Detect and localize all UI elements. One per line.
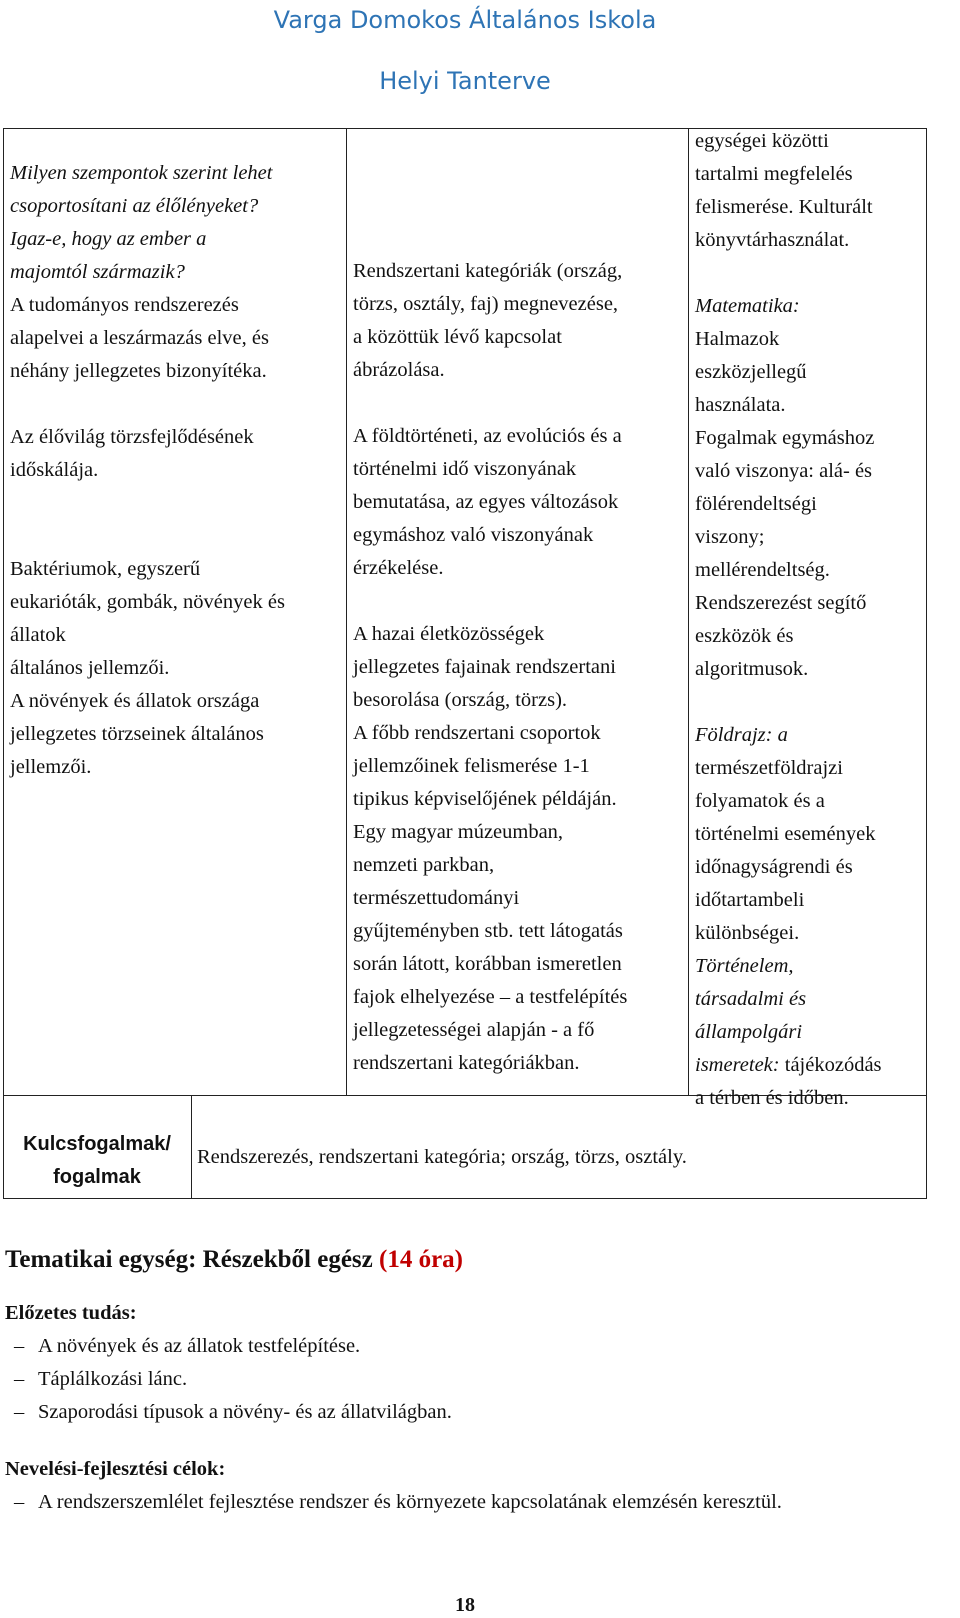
connection-line: Rendszerezést segítő xyxy=(695,592,867,614)
question-line: Milyen szempontok szerint lehet xyxy=(10,162,273,184)
key-concepts-label-line1: Kulcsfogalmak/ xyxy=(23,1133,171,1155)
skill-line: tipikus képviselőjének példáján. xyxy=(353,788,617,810)
section-title-text: Tematikai egység: Részekből egész xyxy=(5,1246,373,1273)
subject-label-history: állampolgári xyxy=(695,1021,803,1043)
connection-line: való viszonya: alá- és xyxy=(695,460,873,482)
skill-line: Rendszertani kategóriák (ország, xyxy=(353,260,623,282)
section-title xyxy=(5,1246,463,1274)
skill-line: A földtörténeti, az evolúciós és a xyxy=(353,425,622,447)
skill-line: törzs, osztály, faj) megnevezése, xyxy=(353,293,619,315)
skill-line: rendszertani kategóriákban. xyxy=(353,1052,580,1074)
content-column xyxy=(10,157,350,784)
content-line: A növények és állatok országa xyxy=(10,690,260,712)
kulcs-divider xyxy=(191,1095,192,1199)
dash-bullet: – xyxy=(14,1401,25,1423)
connection-line: Fogalmak egymáshoz xyxy=(695,427,875,449)
dash-bullet: – xyxy=(14,1335,25,1357)
connection-line: egységei közötti xyxy=(695,130,829,152)
question-line: Igaz-e, hogy az ember a xyxy=(10,228,207,250)
list-item-text: A rendszerszemlélet fejlesztése rendszer és környezete kapcsolatának elemzésén keresztül. xyxy=(38,1491,782,1513)
connection-line: természetföldrajzi xyxy=(695,757,843,779)
table-border-left xyxy=(3,128,4,1199)
goals-heading: Nevelési-fejlesztési célok: xyxy=(5,1458,226,1480)
content-line: A tudományos rendszerezés xyxy=(10,294,239,316)
subject-label-history: Történelem, xyxy=(695,955,794,977)
connections-column xyxy=(695,125,927,1115)
skill-line: fajok elhelyezése – a testfelépítés xyxy=(353,986,628,1008)
content-line: jellemzői. xyxy=(10,756,92,778)
skill-line: a közöttük lévő kapcsolat xyxy=(353,326,562,348)
content-line: időskálája. xyxy=(10,459,99,481)
skill-line: gyűjteményben stb. tett látogatás xyxy=(353,920,623,942)
skill-line: bemutatása, az egyes változások xyxy=(353,491,619,513)
list-item xyxy=(14,1491,782,1514)
school-name-header: Varga Domokos Általános Iskola xyxy=(273,6,657,34)
connection-text: tájékozódás xyxy=(779,1054,882,1076)
list-item xyxy=(14,1401,452,1424)
content-line: Az élővilág törzsfejlődésének xyxy=(10,426,254,448)
connection-line: időnagyságrendi és xyxy=(695,856,853,878)
content-line: eukarióták, gombák, növények és xyxy=(10,591,285,613)
connection-line: eszközök és xyxy=(695,625,794,647)
skill-line: Egy magyar múzeumban, xyxy=(353,821,564,843)
connection-line: használata. xyxy=(695,394,786,416)
subject-label-math: Matematika: xyxy=(695,295,800,317)
curriculum-table xyxy=(3,128,927,1199)
skill-line: során látott, korábban ismeretlen xyxy=(353,953,622,975)
table-border-bottom xyxy=(3,1198,927,1199)
connection-line: könyvtárhasználat. xyxy=(695,229,850,251)
list-item xyxy=(14,1368,187,1391)
skill-line: természettudományi xyxy=(353,887,520,909)
content-line: alapelvei a leszármazás elve, és xyxy=(10,327,269,349)
skill-line: érzékelése. xyxy=(353,557,444,579)
list-item-text: A növények és az állatok testfelépítése. xyxy=(38,1335,361,1357)
content-line: állatok xyxy=(10,624,66,646)
dash-bullet: – xyxy=(14,1368,25,1390)
list-item-text: Táplálkozási lánc. xyxy=(38,1368,188,1390)
list-item-text: Szaporodási típusok a növény- és az állatvilágban. xyxy=(38,1401,452,1423)
subject-label-history: ismeretek: xyxy=(695,1054,780,1076)
connection-line: felismerése. Kulturált xyxy=(695,196,873,218)
connection-line: viszony; xyxy=(695,526,765,548)
connection-line: történelmi események xyxy=(695,823,876,845)
connection-line: mellérendeltség. xyxy=(695,559,830,581)
question-line: majomtól származik? xyxy=(10,261,185,283)
skill-line: jellemzőinek felismerése 1-1 xyxy=(353,755,590,777)
connection-line: különbségei. xyxy=(695,922,800,944)
skill-line: jellegzetességei alapján - a fő xyxy=(353,1019,595,1041)
connection-line: algoritmusok. xyxy=(695,658,809,680)
key-concepts-label xyxy=(3,1128,191,1194)
section-hours: (14 óra) xyxy=(379,1246,464,1273)
connection-line: folyamatok és a xyxy=(695,790,825,812)
content-line: Baktériumok, egyszerű xyxy=(10,558,201,580)
content-line: jellegzetes törzseinek általános xyxy=(10,723,264,745)
content-line: általános jellemzői. xyxy=(10,657,170,679)
skills-column xyxy=(353,255,693,1080)
key-concepts-label-line2: fogalmak xyxy=(53,1166,141,1188)
document-title-header: Helyi Tanterve xyxy=(379,67,551,95)
skill-line: A főbb rendszertani csoportok xyxy=(353,722,601,744)
content-line: néhány jellegzetes bizonyítéka. xyxy=(10,360,267,382)
connection-line: eszközjellegű xyxy=(695,361,807,383)
subject-label-history: társadalmi és xyxy=(695,988,807,1010)
skill-line: ábrázolása. xyxy=(353,359,445,381)
skill-line: történelmi idő viszonyának xyxy=(353,458,577,480)
connection-line: fölérendeltségi xyxy=(695,493,817,515)
dash-bullet: – xyxy=(14,1491,25,1513)
connection-line: a térben és időben. xyxy=(695,1087,849,1109)
connection-line xyxy=(695,1049,927,1082)
skill-line: jellegzetes fajainak rendszertani xyxy=(353,656,616,678)
skill-line: nemzeti parkban, xyxy=(353,854,495,876)
skill-line: egymáshoz való viszonyának xyxy=(353,524,594,546)
connection-line: időtartambeli xyxy=(695,889,805,911)
key-concepts-text: Rendszerezés, rendszertani kategória; ország, törzs, osztály. xyxy=(197,1146,687,1168)
prior-knowledge-heading: Előzetes tudás: xyxy=(5,1302,137,1324)
page-number: 18 xyxy=(455,1594,475,1616)
subject-label-geography: Földrajz: a xyxy=(695,724,788,746)
question-line: csoportosítani az élőlényeket? xyxy=(10,195,259,217)
connection-line: Halmazok xyxy=(695,328,780,350)
skill-line: besorolása (ország, törzs). xyxy=(353,689,568,711)
connection-line: tartalmi megfelelés xyxy=(695,163,853,185)
list-item xyxy=(14,1335,360,1358)
skill-line: A hazai életközösségek xyxy=(353,623,545,645)
